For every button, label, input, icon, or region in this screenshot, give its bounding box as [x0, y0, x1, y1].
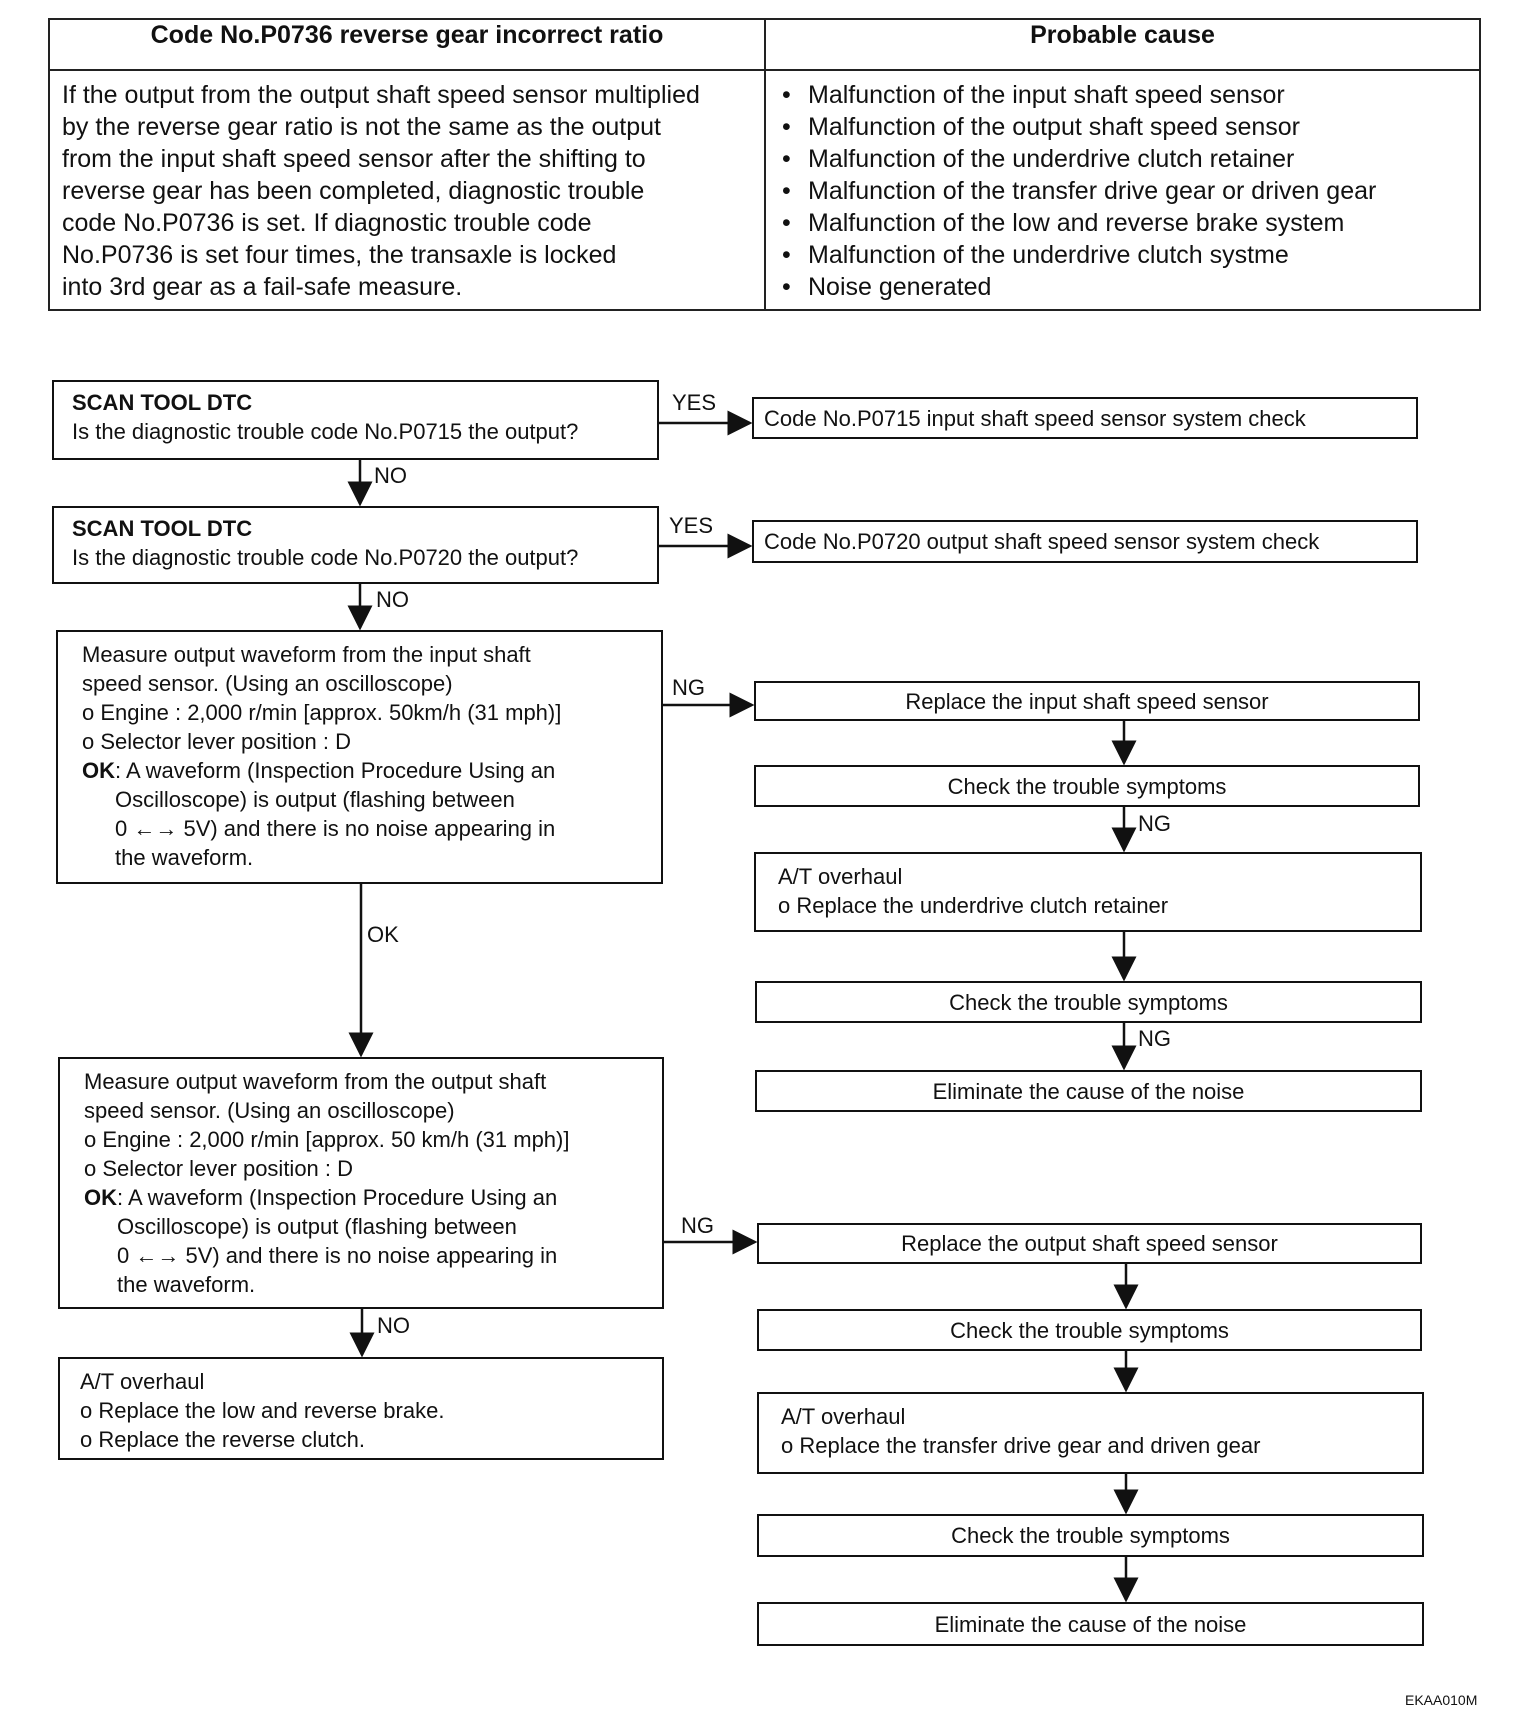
probable-cause-header: Probable cause	[765, 19, 1480, 70]
step3-text: Measure output waveform from the input shaft speed sensor. (Using an oscilloscope) o Engine : 2,000 r/min [approx. 50km/h (31 mph)] o Selector lever position : D	[82, 642, 562, 754]
step3-ok-text: : A waveform (Inspection Procedure Using an Oscilloscope) is output (flashing between 0 ←→ 5V) and there is no noise appearing in the waveform.	[115, 758, 556, 870]
figure-code: EKAA010M	[1405, 1692, 1478, 1708]
replace-input-sensor-box: Replace the input shaft speed sensor	[754, 681, 1420, 721]
ng-label: NG	[672, 675, 705, 700]
code-title-header: Code No.P0736 reverse gear incorrect ratio	[49, 19, 765, 70]
ng-label: NG	[681, 1213, 714, 1238]
ok-label: OK	[84, 1185, 117, 1210]
step2-yes-box: Code No.P0720 output shaft speed sensor system check	[752, 520, 1418, 563]
eliminate-noise-box: Eliminate the cause of the noise	[757, 1602, 1424, 1646]
code-description: If the output from the output shaft speed sensor multiplied by the reverse gear ratio is not the same as the output from the input shaft speed sensor after the shifting to reverse gear has been completed, diagnostic trouble code No.P0736 is set. If diagnostic trouble code No.P0736 is set four times, the transaxle is locked into 3rd gear as a fail-safe measure.	[49, 70, 765, 310]
eliminate-noise-box: Eliminate the cause of the noise	[755, 1070, 1422, 1112]
ng-label: NG	[1138, 1026, 1171, 1051]
replace-output-sensor-box: Replace the output shaft speed sensor	[757, 1223, 1422, 1264]
step5-at-overhaul-box: A/T overhaul o Replace the low and reverse brake. o Replace the reverse clutch.	[58, 1357, 664, 1460]
cause-item: • Malfunction of the low and reverse brake system	[808, 207, 1467, 239]
step1-question: Is the diagnostic trouble code No.P0715 the output?	[72, 419, 579, 444]
step1-title: SCAN TOOL DTC	[72, 390, 253, 415]
check-symptoms-box: Check the trouble symptoms	[757, 1309, 1422, 1351]
check-symptoms-box: Check the trouble symptoms	[755, 981, 1422, 1023]
no-label: NO	[377, 1313, 410, 1338]
step2-box	[52, 506, 659, 584]
yes-label: YES	[672, 390, 717, 415]
step2-title: SCAN TOOL DTC	[72, 516, 253, 541]
cause-item: • Malfunction of the output shaft speed sensor	[808, 111, 1467, 143]
no-label: NO	[374, 463, 407, 488]
check-symptoms-box: Check the trouble symptoms	[754, 765, 1420, 807]
step1-yes-box: Code No.P0715 input shaft speed sensor system check	[752, 397, 1418, 439]
ok-label: OK	[82, 758, 115, 783]
ng-label: NG	[1138, 811, 1171, 836]
yes-label: YES	[669, 513, 714, 538]
step4-box	[58, 1057, 664, 1309]
step2-question: Is the diagnostic trouble code No.P0720 the output?	[72, 545, 579, 570]
step3-box	[56, 630, 663, 884]
cause-item: • Malfunction of the underdrive clutch systme	[808, 239, 1467, 271]
step4-ok-text: : A waveform (Inspection Procedure Using an Oscilloscope) is output (flashing between 0 ←→ 5V) and there is no noise appearing in the waveform.	[117, 1185, 558, 1297]
check-symptoms-box: Check the trouble symptoms	[757, 1514, 1424, 1557]
step4-text: Measure output waveform from the output shaft speed sensor. (Using an oscilloscope) o Engine : 2,000 r/min [approx. 50 km/h (31 mph)] o Selector lever position : D	[84, 1069, 570, 1181]
at-overhaul-box: A/T overhaul o Replace the underdrive clutch retainer	[754, 852, 1422, 932]
ok-label: OK	[367, 922, 399, 947]
step1-box	[52, 380, 659, 460]
cause-item: • Malfunction of the underdrive clutch retainer	[808, 143, 1467, 175]
cause-item: • Malfunction of the input shaft speed sensor	[808, 79, 1467, 111]
cause-item: • Malfunction of the transfer drive gear or driven gear	[808, 175, 1467, 207]
cause-item: • Noise generated	[808, 271, 1467, 303]
at-overhaul-box: A/T overhaul o Replace the transfer drive gear and driven gear	[757, 1392, 1424, 1474]
no-label: NO	[376, 587, 409, 612]
